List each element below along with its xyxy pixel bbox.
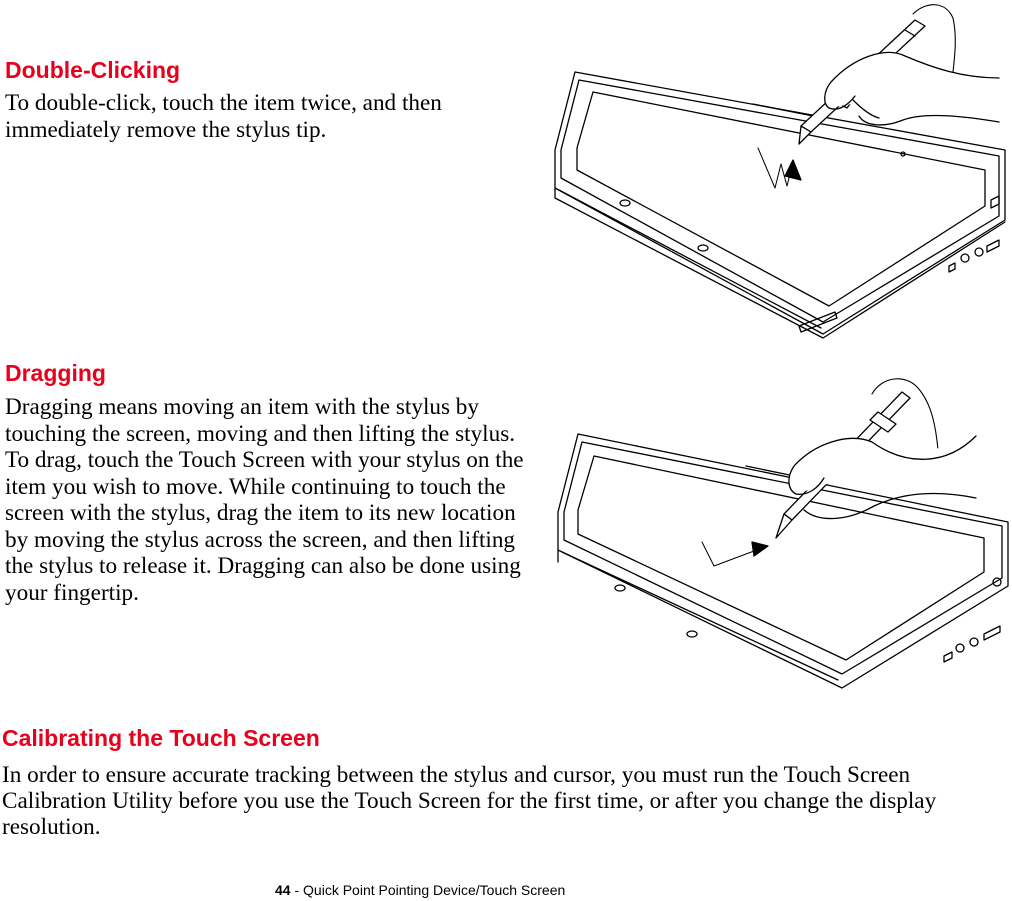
section-heading-dragging: Dragging <box>5 360 106 386</box>
footer-separator: - <box>290 882 304 898</box>
section-body-calibrating: In order to ensure accurate tracking between the stylus and cursor, you must run the Touch Screen Calibration Utility before you use the Touch Screen for the first time, or after you change the display resolution. <box>2 762 937 840</box>
tablet-stylus-drag-illustration <box>556 372 1012 688</box>
tablet-stylus-double-tap-illustration <box>553 0 1012 338</box>
footer-title: Quick Point Pointing Device/Touch Screen <box>303 882 566 898</box>
section-body-dragging: Dragging means moving an item with the stylus by touching the screen, moving and then lifting the stylus. To drag, touch the Touch Screen with your stylus on the item you wish to move. While continuing to touch the screen with the stylus, drag the item to its new location by moving the stylus across the screen, and then lifting the stylus to release it. Dragging can also be done using your fingertip. <box>5 394 524 606</box>
section-heading-calibrating: Calibrating the Touch Screen <box>2 725 320 751</box>
page-number: 44 <box>275 882 291 898</box>
page-footer <box>275 881 565 899</box>
section-heading-double-clicking: Double-Clicking <box>5 57 181 83</box>
section-body-double-clicking: To double-click, touch the item twice, and then immediately remove the stylus tip. <box>5 90 442 143</box>
